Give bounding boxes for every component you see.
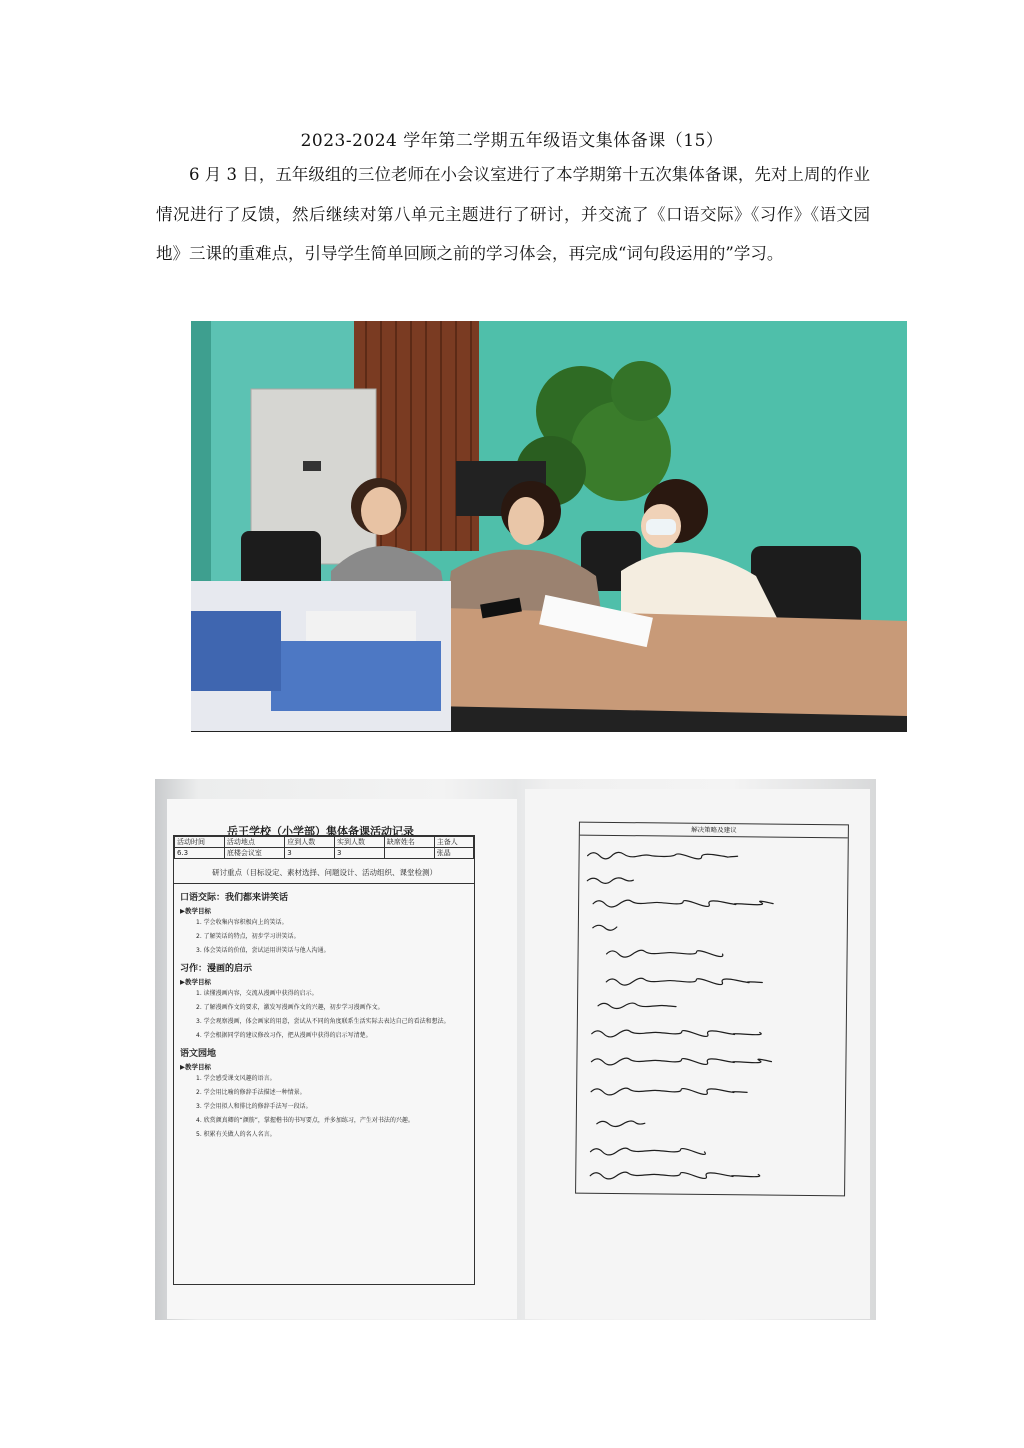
section-heading: 口语交际：我们都来讲笑话 [180, 893, 289, 903]
meta-value: 3 [335, 848, 385, 859]
goal-item: 4. 欣赏颜真卿的“颜筋”，掌握楷书的书写要点，并多加练习，产生对书法的兴趣。 [196, 1117, 414, 1124]
meta-header: 活动地点 [224, 837, 284, 848]
activity-record-scan [155, 779, 876, 1320]
goal-item: 1. 学会感受课文风趣的语言。 [196, 1075, 276, 1082]
goal-item: 2. 学会用比喻的修辞手法描述一种情景。 [196, 1089, 306, 1096]
meta-header: 主备人 [434, 837, 473, 848]
meta-header: 缺席姓名 [384, 837, 434, 848]
meta-header: 应到人数 [285, 837, 335, 848]
document-body [156, 155, 870, 274]
record-focus: 研讨重点（目标设定、素材选择、问题设计、活动组织、课堂检测） [174, 859, 474, 884]
document-title: 2023-2024 学年第二学期五年级语文集体备课（15） [300, 131, 724, 151]
document-paragraph: 6 月 3 日，五年级组的三位老师在小会议室进行了本学期第十五次集体备课，先对上周的作业情况进行了反馈，然后继续对第八单元主题进行了研讨，并交流了《口语交际》《习作》《语文园地》三课的重难点，引导学生简单回顾之前的学习体会，再完成“词句段运用的”学习。 [156, 165, 870, 263]
handwritten-notes [576, 836, 846, 1195]
meta-header: 实到人数 [335, 837, 385, 848]
goal-item: 3. 学会观察漫画，体会画家的用意，尝试从不同的角度联系生活实际去表达自己的看法和想法。 [196, 1018, 450, 1025]
goal-item: 3. 学会用拟人和排比的修辞手法写一段话。 [196, 1103, 312, 1110]
goal-item: 5. 积累有关做人的名人名言。 [196, 1131, 276, 1138]
record-title: 岳王学校（小学部）集体备课活动记录 [227, 825, 414, 838]
goal-label: ▶教学目标 [180, 978, 211, 986]
meta-value [384, 848, 434, 859]
strategy-header: 解决策略及建议 [580, 823, 848, 839]
section-heading: 习作：漫画的启示 [180, 964, 253, 974]
record-form [173, 835, 475, 1285]
table-row [175, 837, 474, 848]
goal-item: 2. 了解漫画作文的要求，激发写漫画作文的兴趣，初步学习漫画作文。 [196, 1004, 384, 1011]
goal-item: 1. 读懂漫画内容，交流从漫画中获得的启示。 [196, 990, 318, 997]
meta-value: 6.3 [175, 848, 225, 859]
meta-value: 3 [285, 848, 335, 859]
meta-value: 底楼会议室 [224, 848, 284, 859]
record-left-page [167, 799, 517, 1319]
goal-item: 1. 学会收集内容积极向上的笑话。 [196, 919, 288, 926]
goal-label: ▶教学目标 [180, 1063, 211, 1071]
goal-item: 4. 学会根据同学的建议修改习作，把从漫画中获得的启示写清楚。 [196, 1032, 372, 1039]
goal-label: ▶教学目标 [180, 907, 211, 915]
strategy-box [575, 822, 849, 1197]
meta-value: 张晶 [434, 848, 473, 859]
record-meta-table [174, 836, 474, 859]
section-heading: 语文园地 [180, 1049, 217, 1059]
record-right-page [525, 789, 870, 1319]
goal-item: 3. 体会笑话的价值，尝试运用讲笑话与他人沟通。 [196, 947, 330, 954]
meta-header: 活动时间 [175, 837, 225, 848]
meeting-photo [191, 321, 907, 732]
table-row [175, 848, 474, 859]
goal-item: 2. 了解笑话的特点，初步学习讲笑话。 [196, 933, 300, 940]
